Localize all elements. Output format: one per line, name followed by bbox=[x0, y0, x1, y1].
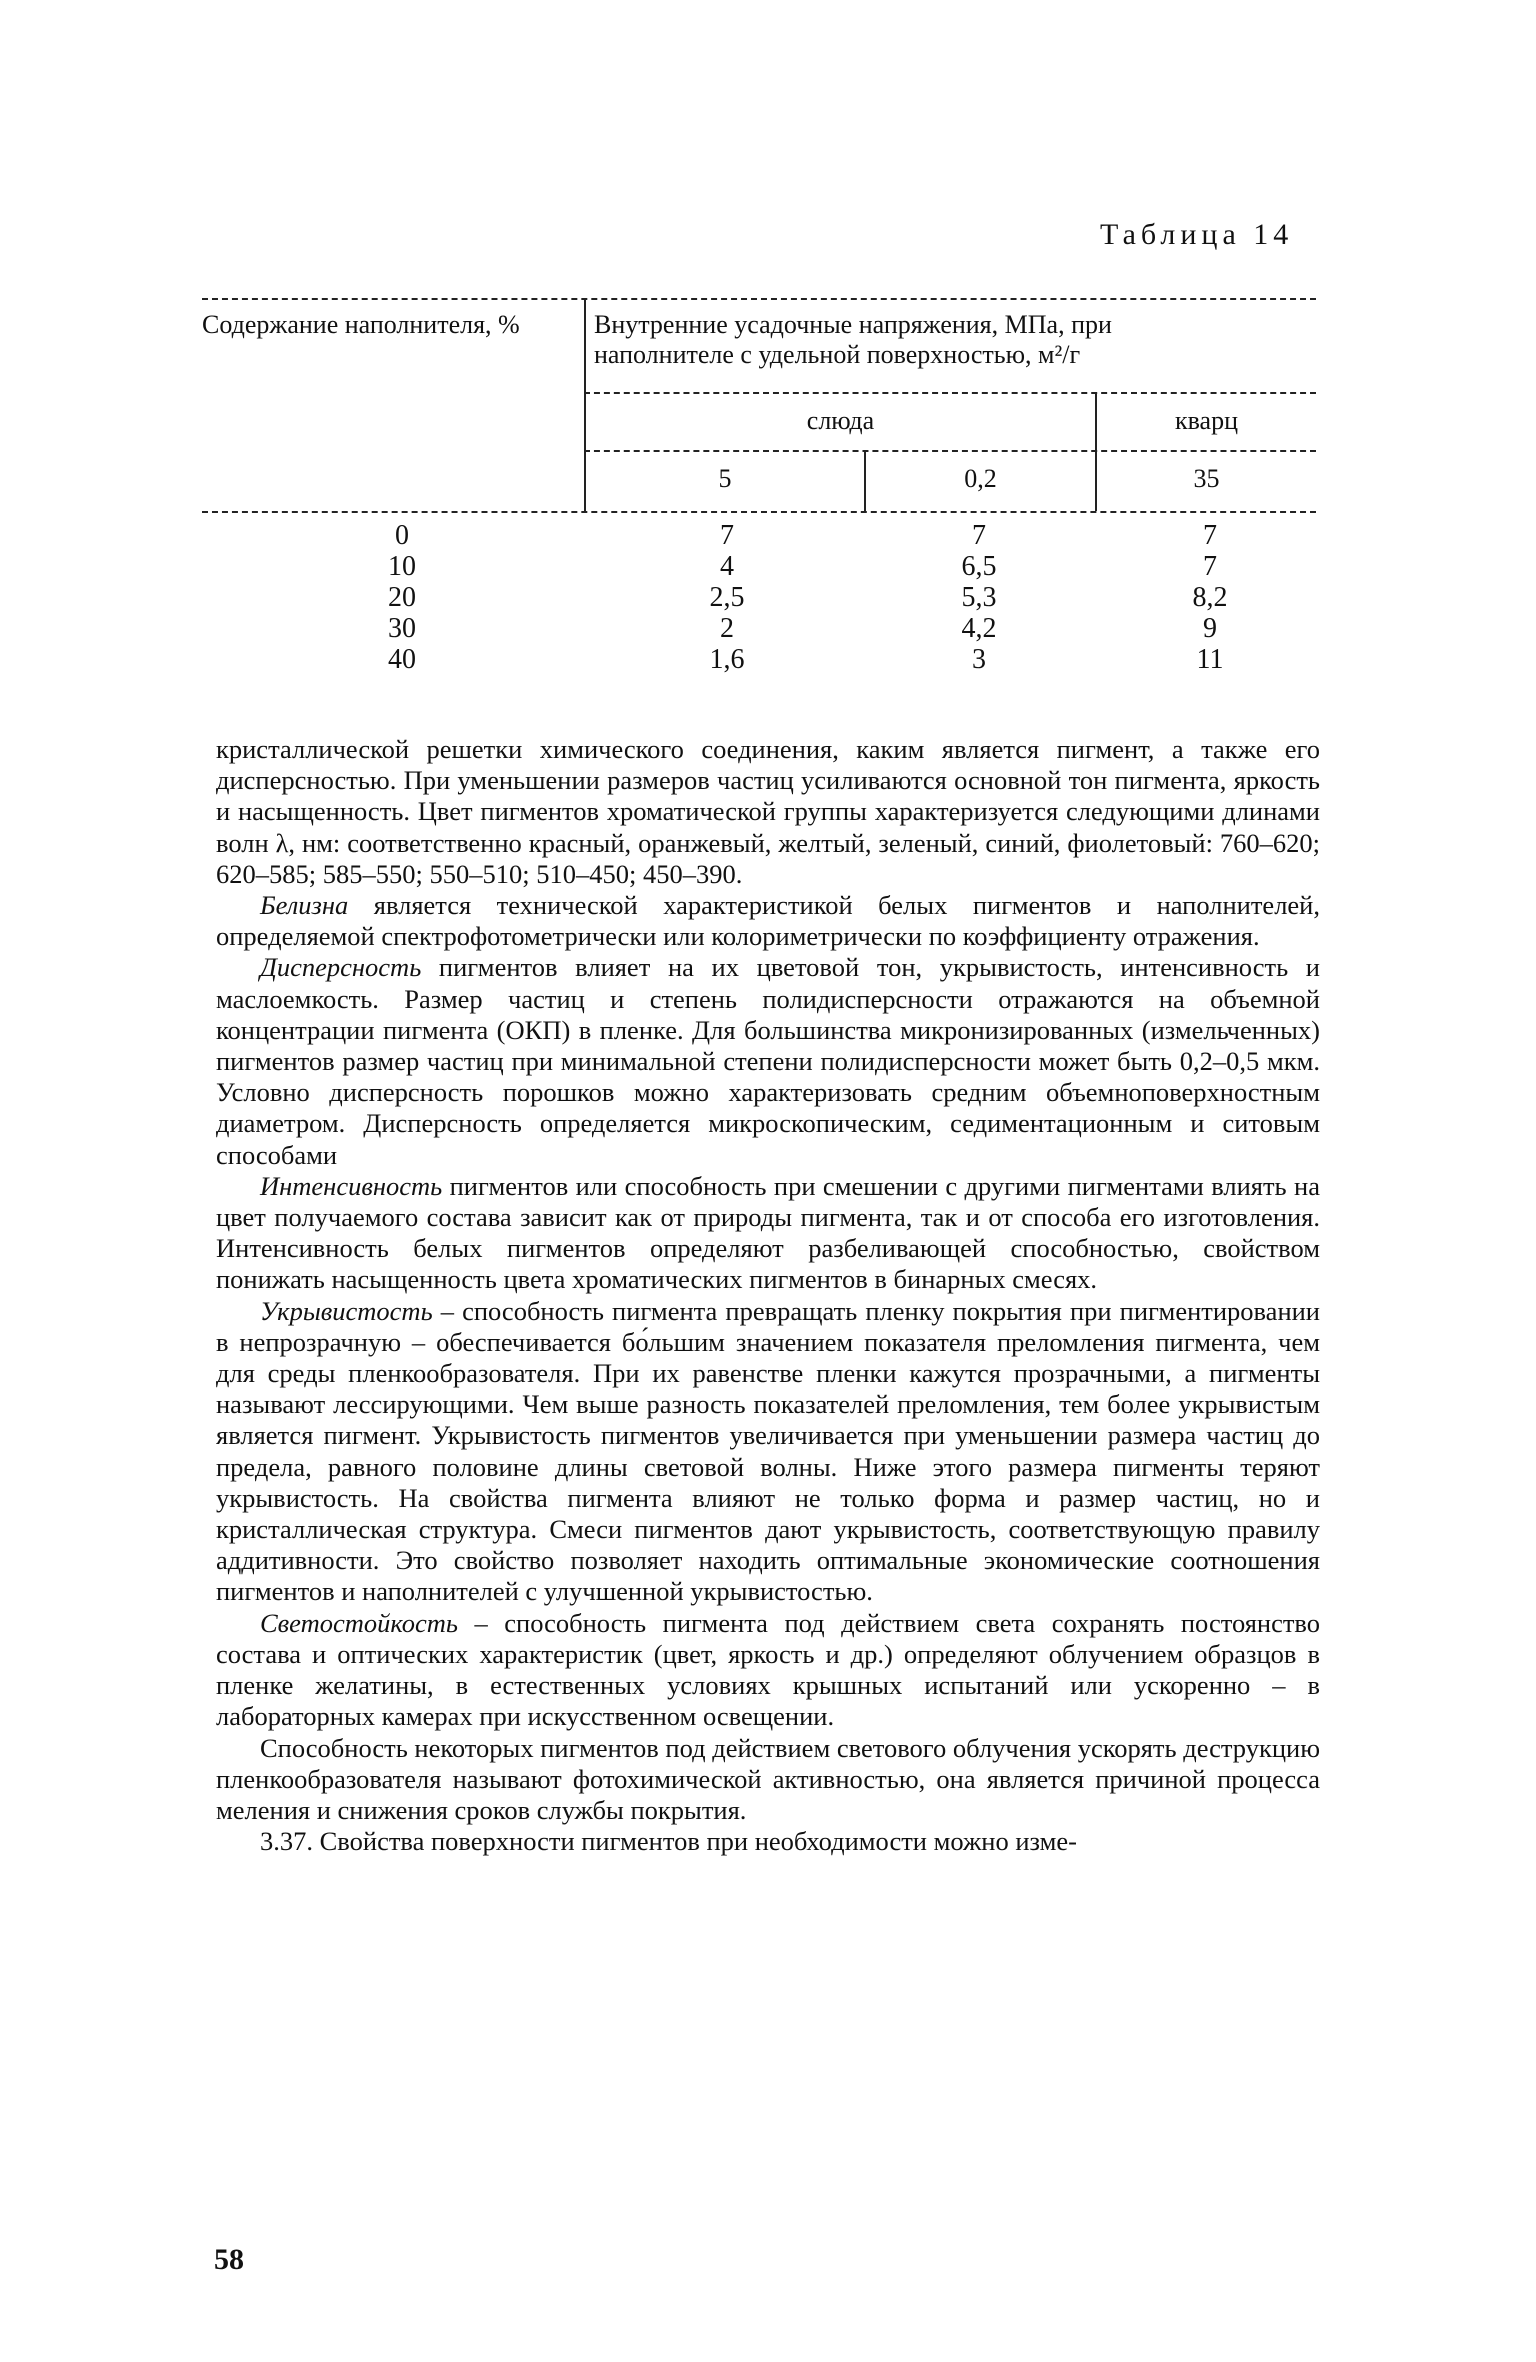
table-cell: 7 bbox=[972, 520, 986, 551]
table-cell: 6,5 bbox=[961, 551, 997, 582]
paragraph-text: кристаллической решетки химического соединения, каким является пигмент, а также его дисперсностью. При уменьшении размеров частиц усиливаются основной тон пигмента, яркость и насыщенность. Цвет пигментов хроматической группы характеризуется следующими длинами волн λ, нм: соответственно красный, оранжевый, желтый, зеленый, синий, фиолетовый: 760–620; 620–585; 585–550; 550–510; 510–450; 450–390. bbox=[216, 734, 1320, 889]
table-cell: 30 bbox=[388, 613, 416, 644]
table-cell: 2 bbox=[720, 613, 734, 644]
table-cell: 11 bbox=[1196, 644, 1224, 675]
table-caption: Таблица 14 bbox=[1100, 218, 1294, 251]
header-stress: Внутренние усадочные напряжения, МПа, при наполнителе с удельной поверхностью, м²/г bbox=[594, 310, 1112, 369]
table-cell: 20 bbox=[388, 582, 416, 613]
paragraph-text: Способность некоторых пигментов под действием светового облучения ускорять деструкцию пленкообразователя называют фотохимической активностью, она является причиной процесса меления и снижения сроков службы покрытия. bbox=[216, 1732, 1320, 1825]
table-rule bbox=[584, 450, 1316, 452]
header-sub-0-2: 0,2 bbox=[964, 464, 997, 493]
paragraph-term: Укрывистость bbox=[260, 1295, 433, 1326]
paragraph-text: 3.37. Свойства поверхности пигментов при необходимости можно изме- bbox=[260, 1826, 1077, 1857]
paragraph bbox=[216, 1171, 1320, 1296]
page-number: 58 bbox=[214, 2243, 244, 2276]
header-group-quartz: кварц bbox=[1174, 406, 1239, 435]
header-group-mica: слюда bbox=[806, 406, 875, 435]
paragraph-term: Интенсивность bbox=[260, 1170, 443, 1201]
table-cell: 7 bbox=[720, 520, 734, 551]
header-filler-content: Содержание наполнителя, % bbox=[202, 310, 520, 339]
paragraph-text: пигментов влияет на их цветовой тон, укрывистость, интенсивность и маслоемкость. Размер частиц и степень полидисперсности отражаются на объемной концентрации пигмента (ОКП) в пленке. Для большинства микронизированных (измельченных) пигментов размер частиц при минимальной степени полидисперсности может быть 0,2–0,5 мкм. Условно дисперсность порошков можно характеризовать средним объемноповерхностным диаметром. Дисперсность определяется микроскопическим, седиментационным и ситовым способами bbox=[216, 952, 1320, 1170]
paragraph-text: – способность пигмента под действием света сохранять постоянство состава и оптических характеристик (цвет, яркость и др.) определяют облучением образцов в пленке желатины, в естественных условиях крышных испытаний или ускоренно – в лабораторных камерах при искусственном освещении. bbox=[216, 1607, 1320, 1732]
paragraph bbox=[216, 1733, 1320, 1827]
table-column-mica-0-2 bbox=[909, 520, 1049, 675]
paragraph bbox=[216, 890, 1320, 952]
table-cell: 5,3 bbox=[961, 582, 997, 613]
table-cell: 2,5 bbox=[709, 582, 745, 613]
table-cell: 8,2 bbox=[1192, 582, 1228, 613]
table-cell: 1,6 bbox=[709, 644, 745, 675]
paragraph bbox=[216, 952, 1320, 1170]
paragraph-term: Дисперсность bbox=[260, 952, 422, 983]
table-cell: 40 bbox=[388, 644, 416, 675]
paragraph-term: Белизна bbox=[260, 890, 349, 921]
data-table bbox=[202, 298, 1316, 698]
body-text bbox=[216, 734, 1320, 1857]
table-rule bbox=[202, 511, 1316, 513]
table-cell: 0 bbox=[395, 520, 409, 551]
table-cell: 4,2 bbox=[961, 613, 997, 644]
paragraph bbox=[216, 1608, 1320, 1733]
table-rule bbox=[202, 298, 1316, 300]
table-column-quartz-35 bbox=[1140, 520, 1280, 675]
table-cell: 4 bbox=[720, 551, 734, 582]
table-cell: 3 bbox=[972, 644, 986, 675]
paragraph bbox=[216, 1296, 1320, 1608]
table-column-mica-5 bbox=[657, 520, 797, 675]
paragraph bbox=[216, 734, 1320, 890]
paragraph bbox=[216, 1826, 1320, 1857]
paragraph-term: Светостойкость bbox=[260, 1607, 458, 1638]
paragraph-text: – способность пигмента превращать пленку покрытия при пигментировании в непрозрачную – обеспечивается бо́льшим значением показателя преломления пигмента, чем для среды пленкообразователя. При их равенстве пленки кажутся прозрачными, а пигменты называют лессирующими. Чем выше разность показателей преломления, тем более укрывистым является пигмент. Укрывистость пигментов увеличивается при уменьшении размера частиц до предела, равного половине длины световой волны. Ниже этого размера пигменты теряют укрывистость. На свойства пигмента влияют не только форма и размер частиц, но и кристаллическая структура. Смеси пигментов дают укрывистость, соответствующую правилу аддитивности. Это свойство позволяет находить оптимальные экономические соотношения пигментов и наполнителей с улучшенной укрывистостью. bbox=[216, 1295, 1320, 1607]
table-cell: 7 bbox=[1203, 520, 1217, 551]
table-cell: 10 bbox=[388, 551, 416, 582]
table-cell: 9 bbox=[1203, 613, 1217, 644]
table-cell: 7 bbox=[1203, 551, 1217, 582]
header-sub-5: 5 bbox=[718, 464, 732, 493]
paragraph-text: пигментов или способность при смешении с другими пигментами влиять на цвет получаемого состава зависит как от природы пигмента, так и от способа его изготовления. Интенсивность белых пигментов определяют разбеливающей способностью, свойством понижать насыщенность цвета хроматических пигментов в бинарных смесях. bbox=[216, 1170, 1320, 1295]
table-rule bbox=[584, 392, 1316, 394]
paragraph-text: является технической характеристикой белых пигментов и наполнителей, определяемой спектрофотометрически или колориметрически по коэффициенту отражения. bbox=[216, 890, 1320, 952]
header-sub-35: 35 bbox=[1193, 464, 1220, 493]
table-column-filler bbox=[332, 520, 472, 675]
